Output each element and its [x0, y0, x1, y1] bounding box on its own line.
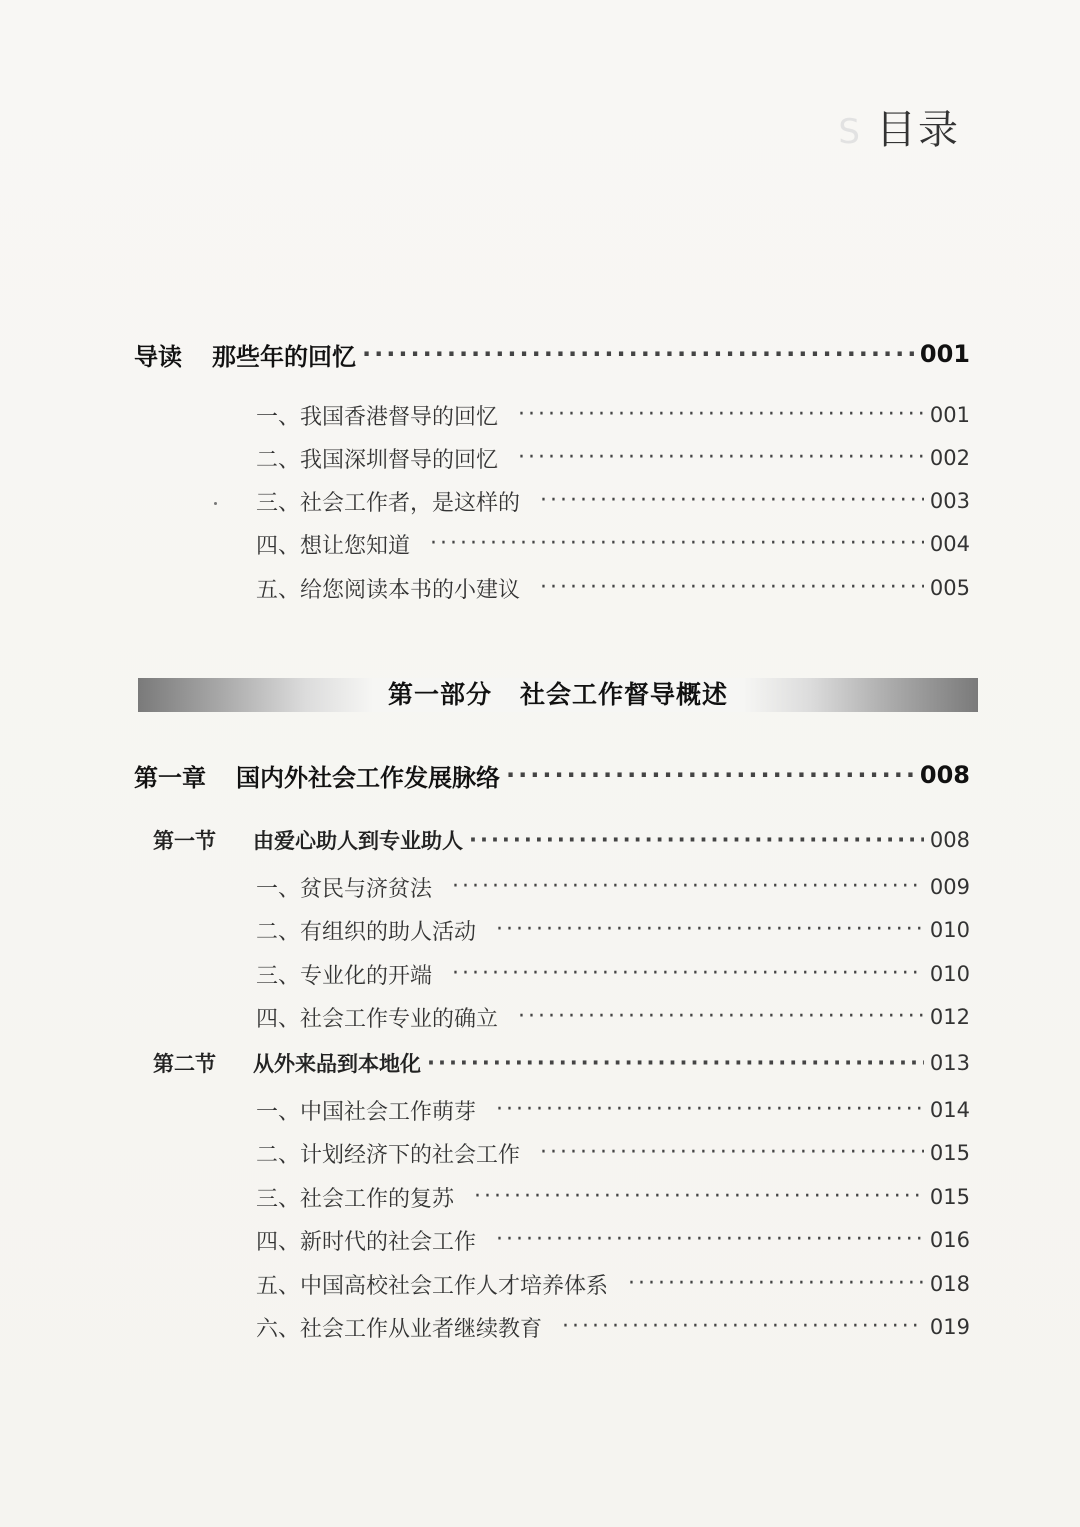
toc-item[interactable] — [256, 481, 970, 521]
intro-prefix: 导读 — [134, 342, 182, 371]
leader-dots — [562, 1316, 924, 1338]
toc-item[interactable] — [256, 1133, 970, 1173]
toc-item[interactable] — [256, 1090, 970, 1130]
item-page: 018 — [929, 1272, 970, 1296]
chapter-prefix: 第一章 — [134, 763, 206, 792]
item-label: 三、社会工作的复苏 — [256, 1186, 455, 1212]
leader-dots — [518, 1006, 924, 1028]
toc-entry-intro[interactable] — [134, 334, 970, 374]
item-label: 三、社会工作者，是这样的 — [256, 490, 521, 516]
page-title: 目录 — [876, 107, 960, 153]
item-label: 一、我国香港督导的回忆 — [256, 404, 499, 430]
item-page: 005 — [929, 576, 970, 600]
part-prefix: 第一部分 — [387, 680, 492, 709]
toc-item[interactable] — [256, 1220, 970, 1260]
item-page: 016 — [929, 1228, 970, 1252]
leader-dots — [452, 963, 924, 985]
item-page: 010 — [929, 962, 970, 986]
page-title-area — [838, 98, 960, 155]
leader-dots — [452, 876, 924, 898]
intro-title: 那些年的回忆 — [212, 342, 356, 371]
leader-dots — [540, 1142, 924, 1164]
toc-item[interactable] — [256, 395, 970, 435]
item-label: 五、中国高校社会工作人才培养体系 — [256, 1273, 609, 1299]
item-page: 014 — [929, 1098, 970, 1122]
item-label: 一、贫民与济贫法 — [256, 876, 433, 902]
paper-speck — [214, 502, 217, 505]
item-label: 六、社会工作从业者继续教育 — [256, 1316, 543, 1342]
section-prefix: 第二节 — [153, 1052, 216, 1076]
item-page: 004 — [929, 532, 970, 556]
item-page: 009 — [929, 875, 970, 899]
leader-dots — [518, 447, 924, 469]
toc-item[interactable] — [256, 1264, 970, 1304]
section-title: 由爱心助人到专业助人 — [253, 829, 463, 853]
section-prefix: 第一节 — [153, 829, 216, 853]
leader-dots — [362, 342, 914, 366]
toc-entry-section1[interactable] — [153, 820, 970, 860]
intro-page: 001 — [919, 340, 970, 368]
leader-dots — [474, 1186, 924, 1208]
item-page: 010 — [929, 918, 970, 942]
section-page: 008 — [929, 828, 970, 852]
item-page: 019 — [929, 1315, 970, 1339]
item-label: 四、想让您知道 — [256, 533, 411, 559]
item-label: 二、计划经济下的社会工作 — [256, 1142, 521, 1168]
title-decoration-icon: S — [838, 112, 860, 152]
section-page: 013 — [929, 1051, 970, 1075]
toc-item[interactable] — [256, 438, 970, 478]
leader-dots — [496, 1099, 924, 1121]
item-page: 015 — [929, 1141, 970, 1165]
chapter-title: 国内外社会工作发展脉络 — [236, 763, 500, 792]
leader-dots — [506, 763, 914, 787]
leader-dots — [628, 1273, 924, 1295]
item-label: 四、社会工作专业的确立 — [256, 1006, 499, 1032]
leader-dots — [518, 404, 924, 426]
leader-dots — [427, 1053, 924, 1074]
toc-item[interactable] — [256, 997, 970, 1037]
section-title: 从外来品到本地化 — [253, 1052, 421, 1076]
item-page: 001 — [929, 403, 970, 427]
chapter-page: 008 — [919, 761, 970, 789]
leader-dots — [496, 919, 924, 941]
item-page: 015 — [929, 1185, 970, 1209]
toc-item[interactable] — [256, 524, 970, 564]
toc-item[interactable] — [256, 910, 970, 950]
toc-item[interactable] — [256, 568, 970, 608]
item-label: 四、新时代的社会工作 — [256, 1229, 477, 1255]
item-label: 五、给您阅读本书的小建议 — [256, 577, 521, 603]
toc-item[interactable] — [256, 1307, 970, 1347]
item-page: 012 — [929, 1005, 970, 1029]
leader-dots — [540, 490, 924, 512]
leader-dots — [540, 577, 924, 599]
item-page: 002 — [929, 446, 970, 470]
item-page: 003 — [929, 489, 970, 513]
leader-dots — [496, 1229, 924, 1251]
toc-item[interactable] — [256, 954, 970, 994]
part-title[interactable] — [138, 676, 978, 714]
leader-dots — [430, 533, 924, 555]
item-label: 二、我国深圳督导的回忆 — [256, 447, 499, 473]
item-label: 二、有组织的助人活动 — [256, 919, 477, 945]
item-label: 一、中国社会工作萌芽 — [256, 1099, 477, 1125]
toc-item[interactable] — [256, 1177, 970, 1217]
part-name: 社会工作督导概述 — [520, 680, 729, 709]
toc-entry-chapter1[interactable] — [134, 755, 970, 795]
leader-dots — [469, 830, 924, 851]
toc-item[interactable] — [256, 867, 970, 907]
item-label: 三、专业化的开端 — [256, 963, 433, 989]
toc-entry-section2[interactable] — [153, 1043, 970, 1083]
